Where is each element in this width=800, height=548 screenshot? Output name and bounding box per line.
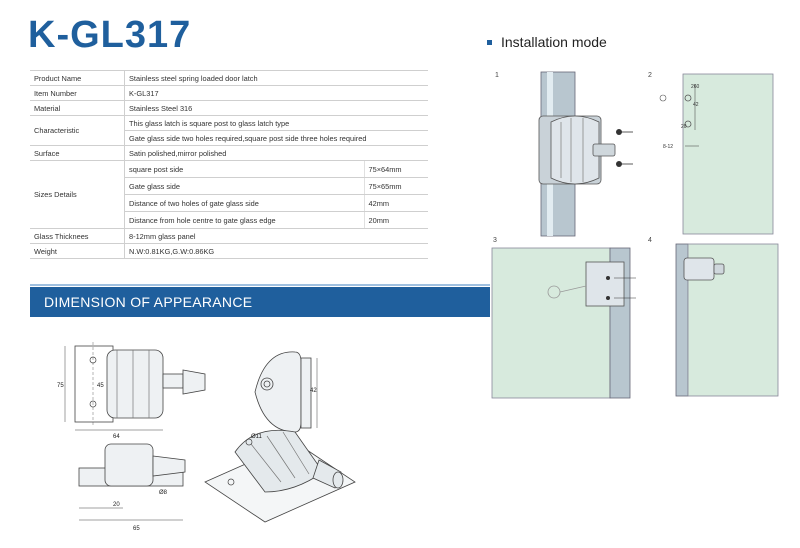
- install-step-3-illustration: [490, 242, 638, 400]
- installation-heading: [487, 34, 607, 50]
- size-value: 20mm: [364, 212, 428, 229]
- dimension-drawings: [55, 332, 395, 538]
- size-value: 75×65mm: [364, 178, 428, 195]
- square-bullet-icon: [487, 40, 492, 45]
- spec-label: Product Name: [30, 71, 125, 86]
- dim-label: 8-12: [663, 144, 674, 150]
- size-name: square post side: [125, 161, 365, 178]
- spec-label: Characteristic: [30, 116, 125, 146]
- dim-label: 260: [691, 84, 700, 90]
- spec-value: Stainless steel spring loaded door latch: [125, 71, 429, 86]
- spec-label: Glass Thicknees: [30, 229, 125, 244]
- table-row: [30, 71, 428, 86]
- spec-value: This glass latch is square post to glass latch type: [125, 116, 429, 131]
- install-step-1-illustration: [525, 70, 635, 238]
- dimension-banner: [30, 287, 490, 317]
- spec-label: Sizes Details: [30, 161, 125, 229]
- spec-value: N.W:0.81KG,G.W:0.86KG: [125, 244, 429, 259]
- install-step-4-illustration: [672, 242, 782, 400]
- spec-label: Material: [30, 101, 125, 116]
- dimension-heading: DIMENSION OF APPEARANCE: [44, 294, 253, 310]
- dim-label: 65: [133, 526, 140, 532]
- banner-stripe: [30, 284, 490, 286]
- panel-number: 1: [495, 72, 499, 79]
- dim-label: 45: [97, 383, 104, 389]
- dim-label: 20: [113, 502, 120, 508]
- size-name: Distance from hole centre to gate glass edge: [125, 212, 365, 229]
- spec-value: 8-12mm glass panel: [125, 229, 429, 244]
- panel-number: 2: [648, 72, 652, 79]
- dim-label: Ø11: [251, 434, 262, 440]
- table-row: [30, 101, 428, 116]
- install-step-2-illustration: [655, 70, 775, 238]
- dim-label: 64: [113, 434, 120, 440]
- table-row: [30, 116, 428, 131]
- spec-table: [30, 70, 428, 259]
- installation-heading-text: Installation mode: [501, 34, 607, 50]
- table-row: [30, 229, 428, 244]
- table-row: [30, 86, 428, 101]
- size-name: Gate glass side: [125, 178, 365, 195]
- spec-value: Stainless Steel 316: [125, 101, 429, 116]
- size-value: 75×64mm: [364, 161, 428, 178]
- spec-value: Gate glass side two holes required,square post side three holes required: [125, 131, 429, 146]
- panel-number: 3: [493, 237, 497, 244]
- dim-label: 42: [693, 102, 699, 108]
- panel-number: 4: [648, 237, 652, 244]
- spec-label: Item Number: [30, 86, 125, 101]
- table-row: [30, 161, 428, 178]
- table-row: [30, 146, 428, 161]
- spec-label: Surface: [30, 146, 125, 161]
- spec-value: Satin polished,mirror polished: [125, 146, 429, 161]
- dim-label: 20: [681, 124, 687, 130]
- table-row: [30, 244, 428, 259]
- spec-label: Weight: [30, 244, 125, 259]
- dim-label: 42: [310, 388, 317, 394]
- dim-label: Ø8: [159, 490, 168, 496]
- product-title: K-GL317: [28, 14, 192, 56]
- size-name: Distance of two holes of gate glass side: [125, 195, 365, 212]
- size-value: 42mm: [364, 195, 428, 212]
- dim-label: 75: [57, 383, 64, 389]
- spec-value: K-GL317: [125, 86, 429, 101]
